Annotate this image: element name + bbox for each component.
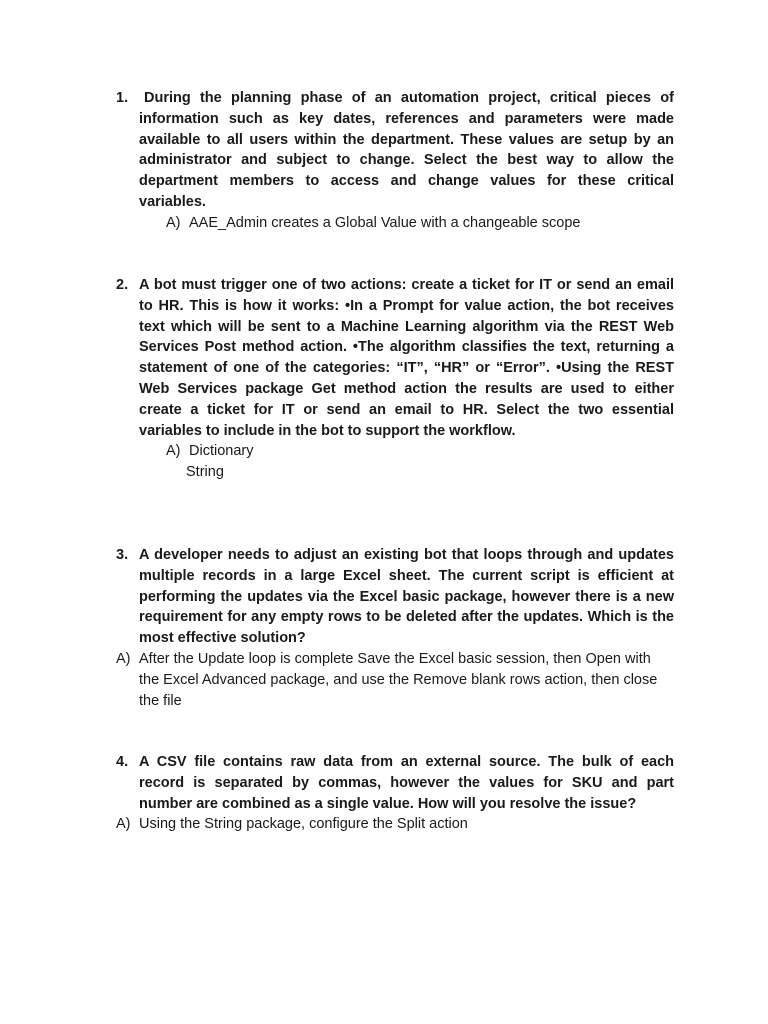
question-number: 1. (116, 90, 129, 106)
question-3 (0, 545, 768, 711)
question-text: During the planning phase of an automation project, critical pieces of information such as key dates, references and parameters were made available to all users within the department. These values are setup by an administrator and subject to change. Select the best way to allow the department members to access and change values for these critical variables. (139, 90, 674, 210)
answer-text-line-2: String (186, 464, 224, 481)
question-4 (0, 752, 768, 835)
answer (0, 213, 768, 234)
answer (0, 441, 768, 483)
answer-text: Using the String package, configure the Split action (139, 816, 468, 833)
question-number: 3. (116, 547, 129, 563)
question-text: A CSV file contains raw data from an external source. The bulk of each record is separated by commas, however the values for SKU and part number are combined as a single value. How will you resolve the issue? (139, 754, 674, 812)
answer-letter: A) (166, 443, 181, 460)
answer-letter: A) (166, 214, 181, 231)
question-number: 2. (116, 277, 129, 293)
answer-text: Dictionary (189, 443, 254, 460)
question-text: A bot must trigger one of two actions: create a ticket for IT or send an email to HR. This is how it works: •In a Prompt for value action, the bot receives text which will be sent to a Machine Learning algorithm via the REST Web Services Post method action. •The algorithm classifies the text, returning a statement of one of the categories: “IT”, “HR” or “Error”. •Using the REST Web Services package Get method action the results are used to either create a ticket for IT or send an email to HR. Select the two essential variables to include in the bot to support the workflow. (139, 277, 674, 439)
answer (0, 814, 768, 835)
answer-letter: A) (116, 816, 131, 833)
answer-text: After the Update loop is complete Save the Excel basic session, then Open with the Excel Advanced package, and use the Remove blank rows action, then close the file (139, 650, 658, 709)
answer-text: AAE_Admin creates a Global Value with a changeable scope (189, 214, 581, 231)
answer (0, 649, 768, 711)
question-2 (0, 275, 768, 483)
question-text: A developer needs to adjust an existing bot that loops through and updates multiple records in a large Excel sheet. The current script is efficient at performing the updates via the Excel basic package, however there is a new requirement for any empty rows to be deleted after the updates. Which is the most effective solution? (139, 547, 674, 647)
answer-letter: A) (116, 650, 131, 667)
question-number: 4. (116, 754, 129, 770)
question-1 (0, 88, 768, 234)
